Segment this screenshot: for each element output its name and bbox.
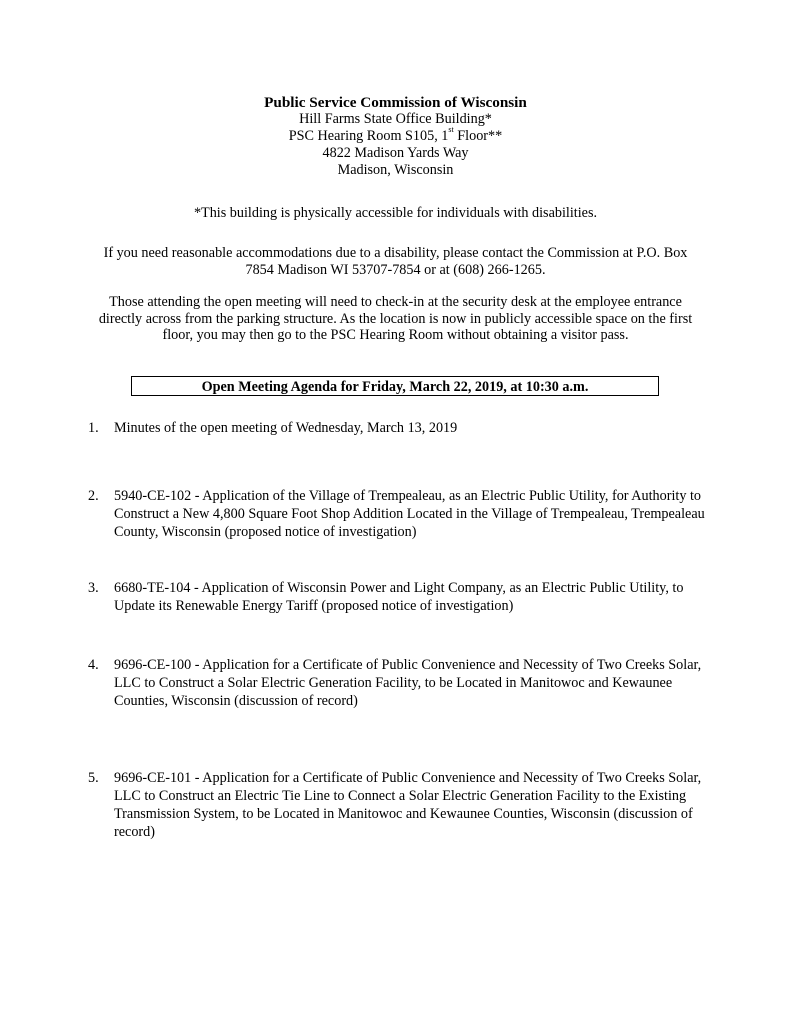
hearing-room-suffix: Floor** bbox=[453, 128, 503, 144]
security-notice: Those attending the open meeting will need to check-in at the security desk at the employee entrance directly across from the parking structure. As the location is now in publicly accessible space on the first floor, you may then go to the PSC Hearing Room without obtaining a visitor pass. bbox=[98, 294, 693, 343]
agenda-item-number: 4. bbox=[88, 657, 99, 673]
agenda-item-text: 9696-CE-101 - Application for a Certificate of Public Convenience and Necessity of Two Creeks Solar, LLC to Construct an Electric Tie Line to Connect a Solar Electric Generation Facility to the Existing Transmission System, to be Located in Manitowoc and Kewaunee Counties, Wisconsin (discussion of record) bbox=[114, 770, 702, 840]
hearing-room bbox=[0, 125, 791, 145]
floor-ordinal: st bbox=[448, 125, 454, 135]
agenda-item-number: 1. bbox=[88, 420, 99, 436]
agenda-item-text: 5940-CE-102 - Application of the Village of Trempealeau, as an Electric Public Utility, for Authority to Construct a New 4,800 Square Foot Shop Addition Located in the Village of Trempealeau, Trempealeau County, Wisconsin (proposed notice of investigation) bbox=[114, 488, 705, 540]
street-address: 4822 Madison Yards Way bbox=[322, 145, 469, 161]
city-state: Madison, Wisconsin bbox=[337, 162, 454, 178]
agenda-item-number: 5. bbox=[88, 770, 99, 786]
agenda-item-text: 9696-CE-100 - Application for a Certificate of Public Convenience and Necessity of Two Creeks Solar, LLC to Construct a Solar Electric Generation Facility, to be Located in Manitowoc and Kewaunee Counties, Wisconsin (discussion of record) bbox=[114, 657, 702, 709]
hearing-room-prefix: PSC Hearing Room S105, 1 bbox=[288, 128, 449, 144]
accessibility-notice: *This building is physically accessible for individuals with disabilities. bbox=[193, 205, 598, 221]
document-header bbox=[0, 94, 791, 179]
commission-title: Public Service Commission of Wisconsin bbox=[264, 94, 527, 111]
agenda-item-number: 2. bbox=[88, 488, 99, 504]
building-name: Hill Farms State Office Building* bbox=[299, 111, 492, 127]
agenda-heading-box: Open Meeting Agenda for Friday, March 22, 2019, at 10:30 a.m. bbox=[131, 376, 659, 396]
agenda-item-text: Minutes of the open meeting of Wednesday, March 13, 2019 bbox=[114, 420, 458, 436]
agenda-item-number: 3. bbox=[88, 580, 99, 596]
accommodations-notice: If you need reasonable accommodations due to a disability, please contact the Commission at P.O. Box 7854 Madison WI 53707-7854 or at (608) 266-1265. bbox=[103, 245, 688, 278]
agenda-item-text: 6680-TE-104 - Application of Wisconsin Power and Light Company, as an Electric Public Utility, to Update its Renewable Energy Tariff (proposed notice of investigation) bbox=[114, 580, 684, 614]
